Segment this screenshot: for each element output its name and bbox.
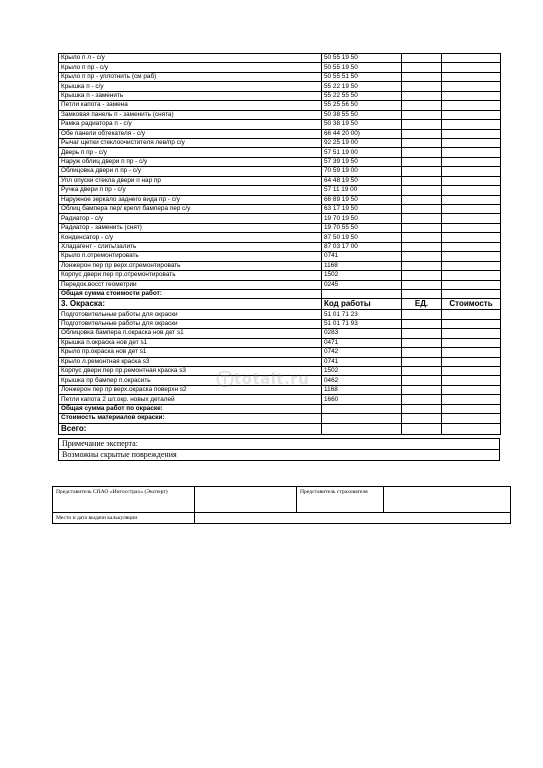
work-row bbox=[59, 233, 501, 242]
total-materials-row bbox=[59, 414, 501, 423]
item-cost bbox=[442, 176, 501, 185]
item-code: 66 89 19 50 bbox=[322, 195, 402, 204]
item-cost bbox=[442, 63, 501, 72]
paint-row bbox=[59, 338, 501, 347]
item-cost bbox=[442, 148, 501, 157]
item-unit bbox=[402, 233, 442, 242]
item-unit bbox=[402, 367, 442, 376]
col-unit-header: ЕД. bbox=[402, 299, 442, 310]
item-unit bbox=[402, 101, 442, 110]
work-row bbox=[59, 129, 501, 138]
total-paint-row bbox=[59, 404, 501, 413]
item-unit bbox=[402, 148, 442, 157]
item-code: 50 38 19 50 bbox=[322, 120, 402, 129]
item-name: Наружное зеркало заднего вида пр - с/у bbox=[59, 195, 322, 204]
item-code: 57 51 19 00 bbox=[322, 148, 402, 157]
work-rows bbox=[59, 54, 501, 290]
item-code: 92 25 19 00 bbox=[322, 138, 402, 147]
item-code: 55 25 56 50 bbox=[322, 101, 402, 110]
item-cost bbox=[442, 233, 501, 242]
work-row bbox=[59, 54, 501, 63]
total-materials-label: Стоимость материалов окраски: bbox=[59, 414, 322, 423]
item-cost bbox=[442, 348, 501, 357]
item-name: Крыло п л - с/у bbox=[59, 54, 322, 63]
item-cost bbox=[442, 54, 501, 63]
rep-insurer-signature bbox=[195, 487, 297, 513]
item-name: Корпус двери пер пр.ремонтная краска s3 bbox=[59, 367, 322, 376]
item-name: Лонжерон пер пр верх.окраска поверхн s2 bbox=[59, 385, 322, 394]
item-unit bbox=[402, 167, 442, 176]
item-unit bbox=[402, 72, 442, 81]
item-unit bbox=[402, 54, 442, 63]
place-date-label: Место и дата выдачи калькуляции bbox=[53, 513, 195, 524]
paint-row bbox=[59, 376, 501, 385]
item-cost bbox=[442, 72, 501, 81]
work-row bbox=[59, 214, 501, 223]
item-unit bbox=[402, 280, 442, 289]
item-unit bbox=[402, 348, 442, 357]
item-unit bbox=[402, 395, 442, 404]
signature-table bbox=[52, 486, 511, 524]
rep-insurer-label: Представитель СПАО «Ингосстрах» (Эксперт) bbox=[53, 487, 195, 513]
item-name: Ручка двери п пр - с/у bbox=[59, 186, 322, 195]
item-name: Подготовительные работы для окраски bbox=[59, 319, 322, 328]
rep-policyholder-signature bbox=[384, 487, 511, 513]
item-cost bbox=[442, 329, 501, 338]
item-cost bbox=[442, 120, 501, 129]
item-code: 50 55 19 50 bbox=[322, 63, 402, 72]
item-cost bbox=[442, 214, 501, 223]
item-unit bbox=[402, 176, 442, 185]
item-cost bbox=[442, 357, 501, 366]
item-code: 1168 bbox=[322, 261, 402, 270]
item-cost bbox=[442, 223, 501, 232]
item-code: 50 55 51 50 bbox=[322, 72, 402, 81]
item-code: 0245 bbox=[322, 280, 402, 289]
work-row bbox=[59, 72, 501, 81]
item-name: Крышка пр бампер п.окрасить bbox=[59, 376, 322, 385]
item-cost bbox=[442, 129, 501, 138]
item-name: Петли капота - замена bbox=[59, 101, 322, 110]
item-unit bbox=[402, 195, 442, 204]
item-cost bbox=[442, 91, 501, 100]
item-code: 0741 bbox=[322, 252, 402, 261]
place-date-value bbox=[195, 513, 511, 524]
item-unit bbox=[402, 110, 442, 119]
work-row bbox=[59, 186, 501, 195]
item-name: Крышка п.окраска нов дет s1 bbox=[59, 338, 322, 347]
note-label: Примечание эксперта: bbox=[59, 439, 500, 450]
paint-row bbox=[59, 357, 501, 366]
item-code: 1168 bbox=[322, 385, 402, 394]
item-cost bbox=[442, 395, 501, 404]
item-cost bbox=[442, 280, 501, 289]
item-name: Рамка радиатора п - с/у bbox=[59, 120, 322, 129]
item-unit bbox=[402, 252, 442, 261]
note-text: Возможны скрытые повреждения bbox=[59, 450, 500, 461]
item-name: Петли капота 2 шт.окр. новых деталей bbox=[59, 395, 322, 404]
item-code: 0283 bbox=[322, 329, 402, 338]
item-code: 0462 bbox=[322, 376, 402, 385]
item-code: 0741 bbox=[322, 357, 402, 366]
item-name: Дверь п пр - с/у bbox=[59, 148, 322, 157]
item-unit bbox=[402, 129, 442, 138]
work-row bbox=[59, 223, 501, 232]
item-cost bbox=[442, 82, 501, 91]
item-cost bbox=[442, 167, 501, 176]
item-code: 55 22 55 50 bbox=[322, 91, 402, 100]
item-code: 64 48 19 50 bbox=[322, 176, 402, 185]
col-cost-header: Стоимость bbox=[442, 299, 501, 310]
item-name: Подготовительные работы для окраски bbox=[59, 310, 322, 319]
item-name: Хладагент - слить/залить bbox=[59, 242, 322, 251]
item-name: Крыло пр.окраска нов дет s1 bbox=[59, 348, 322, 357]
item-name: Корпус двери пер пр.отремонтировать bbox=[59, 271, 322, 280]
item-code: 57 11 19 00 bbox=[322, 186, 402, 195]
item-code: 63 17 19 50 bbox=[322, 205, 402, 214]
paint-rows bbox=[59, 310, 501, 404]
item-unit bbox=[402, 186, 442, 195]
work-row bbox=[59, 205, 501, 214]
item-name: Обе панели обтекателя - с/у bbox=[59, 129, 322, 138]
item-unit bbox=[402, 205, 442, 214]
watermark-text: totalt.ru bbox=[234, 370, 310, 388]
item-name: Замковая панель п - заменить (снята) bbox=[59, 110, 322, 119]
item-name: Крышка п - заменить bbox=[59, 91, 322, 100]
col-code-header: Код работы bbox=[322, 299, 402, 310]
item-name: Крыло п пр - уплотнить (см раб) bbox=[59, 72, 322, 81]
item-cost bbox=[442, 271, 501, 280]
item-name: Наруж облиц двери п пр - с/у bbox=[59, 157, 322, 166]
item-code: 66 44 20 00) bbox=[322, 129, 402, 138]
item-unit bbox=[402, 91, 442, 100]
item-unit bbox=[402, 338, 442, 347]
work-row bbox=[59, 261, 501, 270]
item-unit bbox=[402, 261, 442, 270]
item-code: 70 59 19 00 bbox=[322, 167, 402, 176]
paint-row bbox=[59, 319, 501, 328]
item-code: 50 55 19 50 bbox=[322, 54, 402, 63]
item-name: Облицовка бампера п.окраска нов дет s1 bbox=[59, 329, 322, 338]
item-unit bbox=[402, 385, 442, 394]
work-row bbox=[59, 63, 501, 72]
item-cost bbox=[442, 195, 501, 204]
item-name: Передок.восст геометрии bbox=[59, 280, 322, 289]
section3-title: 3. Окраска: bbox=[59, 299, 322, 310]
item-code: 0742 bbox=[322, 348, 402, 357]
item-code: 1660 bbox=[322, 395, 402, 404]
total-work-label: Общая сумма стоимости работ: bbox=[59, 289, 322, 298]
item-cost bbox=[442, 138, 501, 147]
item-code: 50 38 55 50 bbox=[322, 110, 402, 119]
paint-row bbox=[59, 348, 501, 357]
item-code: 1502 bbox=[322, 271, 402, 280]
item-cost bbox=[442, 310, 501, 319]
item-unit bbox=[402, 223, 442, 232]
paint-row bbox=[59, 367, 501, 376]
item-unit bbox=[402, 271, 442, 280]
section3-header-row bbox=[59, 299, 501, 310]
item-unit bbox=[402, 82, 442, 91]
calculation-table bbox=[58, 53, 501, 435]
item-cost bbox=[442, 385, 501, 394]
item-unit bbox=[402, 120, 442, 129]
item-cost bbox=[442, 338, 501, 347]
work-row bbox=[59, 82, 501, 91]
work-row bbox=[59, 167, 501, 176]
item-cost bbox=[442, 205, 501, 214]
rep-policyholder-label: Представитель страхователя bbox=[297, 487, 384, 513]
item-unit bbox=[402, 376, 442, 385]
total-all-row bbox=[59, 423, 501, 434]
item-code: 55 22 19 50 bbox=[322, 82, 402, 91]
work-row bbox=[59, 91, 501, 100]
item-name: Лонжерон пер пр верх.отремонтировать bbox=[59, 261, 322, 270]
item-cost bbox=[442, 110, 501, 119]
item-unit bbox=[402, 310, 442, 319]
work-row bbox=[59, 176, 501, 185]
paint-row bbox=[59, 329, 501, 338]
total-work-row bbox=[59, 289, 501, 298]
item-code: 0471 bbox=[322, 338, 402, 347]
item-code: 87 03 17 00 bbox=[322, 242, 402, 251]
expert-note-table bbox=[58, 438, 500, 461]
item-name: Крыло п пр - с/у bbox=[59, 63, 322, 72]
item-cost bbox=[442, 157, 501, 166]
item-name: Упл опуски стекла двери п нар пр bbox=[59, 176, 322, 185]
item-unit bbox=[402, 329, 442, 338]
work-row bbox=[59, 148, 501, 157]
work-row bbox=[59, 110, 501, 119]
item-code: 19 70 55 50 bbox=[322, 223, 402, 232]
work-row bbox=[59, 138, 501, 147]
item-code: 1502 bbox=[322, 367, 402, 376]
item-unit bbox=[402, 357, 442, 366]
work-row bbox=[59, 252, 501, 261]
item-name: Радиатор - с/у bbox=[59, 214, 322, 223]
item-code: 87 50 19 50 bbox=[322, 233, 402, 242]
item-unit bbox=[402, 63, 442, 72]
work-row bbox=[59, 271, 501, 280]
total-all-label: Всего: bbox=[59, 423, 322, 434]
item-code: 51 01 71 23 bbox=[322, 310, 402, 319]
work-row bbox=[59, 195, 501, 204]
item-cost bbox=[442, 186, 501, 195]
item-code: 57 39 19 50 bbox=[322, 157, 402, 166]
item-cost bbox=[442, 367, 501, 376]
item-unit bbox=[402, 138, 442, 147]
work-row bbox=[59, 101, 501, 110]
item-name: Крышка п - с/у bbox=[59, 82, 322, 91]
item-unit bbox=[402, 242, 442, 251]
work-row bbox=[59, 280, 501, 289]
item-name: Крыло л.ремонтная краска s3 bbox=[59, 357, 322, 366]
item-cost bbox=[442, 252, 501, 261]
item-cost bbox=[442, 319, 501, 328]
item-cost bbox=[442, 242, 501, 251]
item-name: Облицовка двери п пр - с/у bbox=[59, 167, 322, 176]
work-row bbox=[59, 157, 501, 166]
item-code: 51 01 71 93 bbox=[322, 319, 402, 328]
item-code: 19 70 19 50 bbox=[322, 214, 402, 223]
item-cost bbox=[442, 101, 501, 110]
item-cost bbox=[442, 261, 501, 270]
item-name: Конденсатор - с/у bbox=[59, 233, 322, 242]
item-unit bbox=[402, 214, 442, 223]
item-name: Рычаг щетки стеклоочистителя лев/пр с/у bbox=[59, 138, 322, 147]
paint-row bbox=[59, 395, 501, 404]
paint-row bbox=[59, 385, 501, 394]
item-name: Радиатор - заменить (снят) bbox=[59, 223, 322, 232]
item-unit bbox=[402, 319, 442, 328]
item-cost bbox=[442, 376, 501, 385]
total-paint-label: Общая сумма работ по окраске: bbox=[59, 404, 322, 413]
item-unit bbox=[402, 157, 442, 166]
item-name: Крыло п.отремонтировать bbox=[59, 252, 322, 261]
item-name: Облиц бампера пер/ крепл бампера пер с/у bbox=[59, 205, 322, 214]
paint-row bbox=[59, 310, 501, 319]
work-row bbox=[59, 120, 501, 129]
work-row bbox=[59, 242, 501, 251]
